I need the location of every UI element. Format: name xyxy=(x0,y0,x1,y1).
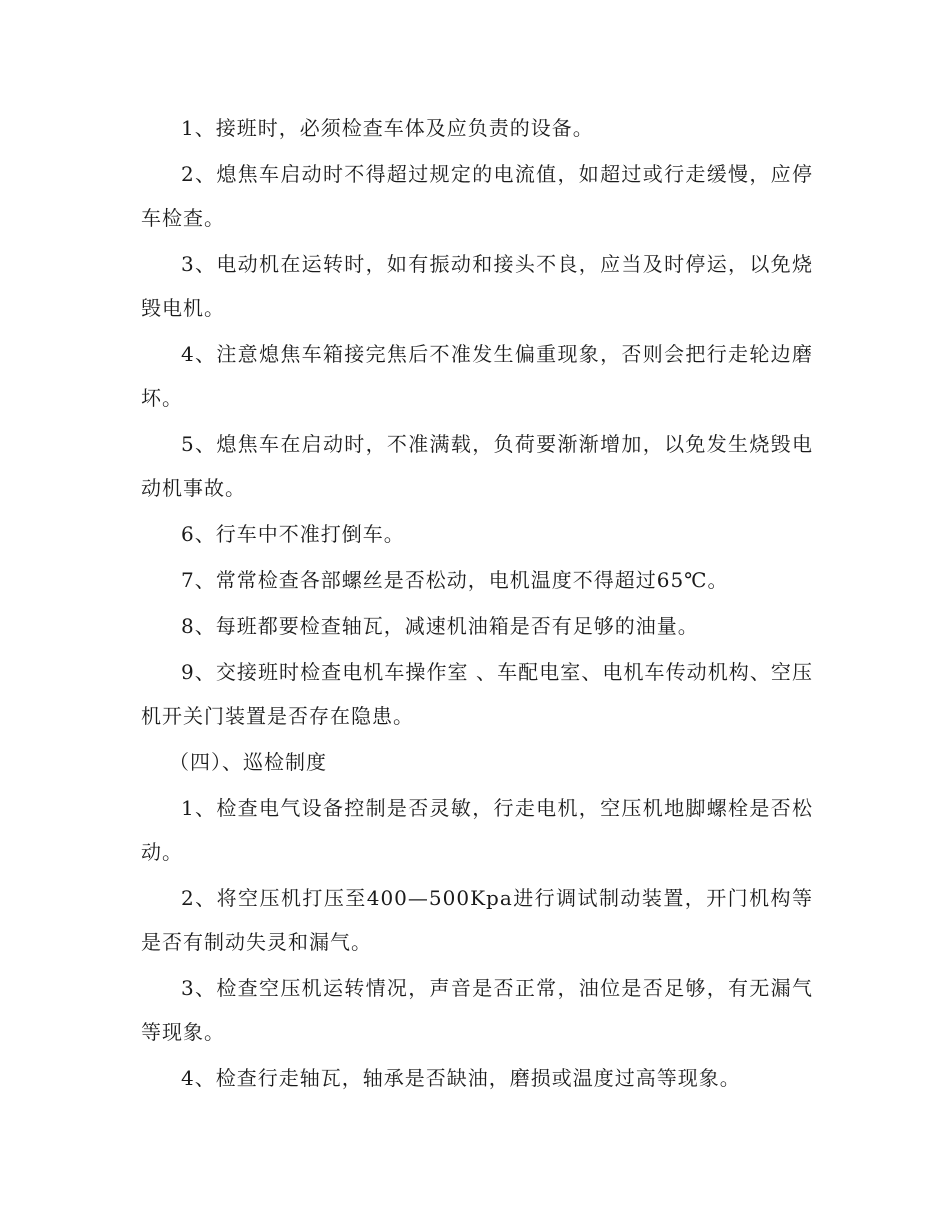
paragraph-6: 6、行车中不准打倒车。 xyxy=(181,522,405,546)
paragraph-2: 2、熄焦车启动时不得超过规定的电流值，如超过或行走缓慢，应停车检查。 xyxy=(141,162,813,230)
inspection-paragraph-1: 1、检查电气设备控制是否灵敏，行走电机，空压机地脚螺栓是否松动。 xyxy=(141,796,813,864)
document-body xyxy=(141,106,813,1102)
paragraph-4: 4、注意熄焦车箱接完焦后不准发生偏重现象，否则会把行走轮边磨坏。 xyxy=(141,342,813,410)
paragraph-8: 8、每班都要检查轴瓦，减速机油箱是否有足够的油量。 xyxy=(181,614,699,638)
paragraph-9: 9、交接班时检查电机车操作室 、车配电室、电机车传动机构、空压机开关门装置是否存在隐患。 xyxy=(141,660,813,728)
inspection-paragraph-4: 4、检查行走轴瓦，轴承是否缺油，磨损或温度过高等现象。 xyxy=(181,1066,741,1090)
paragraph-7: 7、常常检查各部螺丝是否松动，电机温度不得超过65℃。 xyxy=(181,568,729,592)
section-heading: （四）、巡检制度 xyxy=(169,750,327,774)
inspection-paragraph-2: 2、将空压机打压至400—500Kpa进行调试制动装置，开门机构等是否有制动失灵和漏气。 xyxy=(141,886,813,954)
paragraph-1: 1、接班时，必须检查车体及应负责的设备。 xyxy=(181,116,594,140)
inspection-paragraph-3: 3、检查空压机运转情况，声音是否正常，油位是否足够，有无漏气等现象。 xyxy=(141,976,813,1044)
paragraph-5: 5、熄焦车在启动时，不准满载，负荷要渐渐增加，以免发生烧毁电动机事故。 xyxy=(141,432,813,500)
paragraph-3: 3、电动机在运转时，如有振动和接头不良，应当及时停运，以免烧毁电机。 xyxy=(141,252,813,320)
